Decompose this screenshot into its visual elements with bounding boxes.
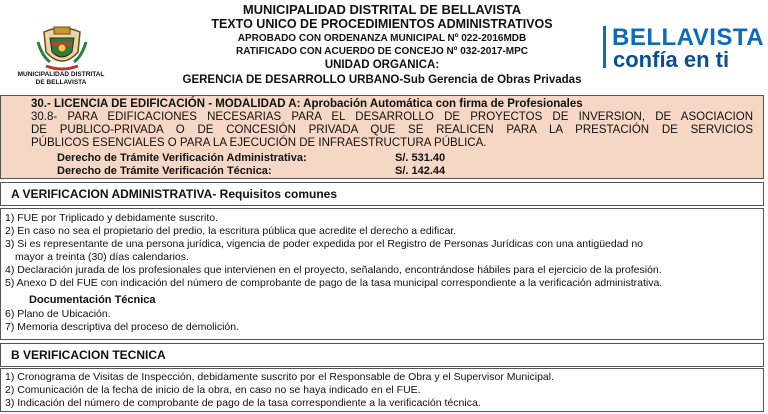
procedure-description: 30.8- PARA EDIFICACIONES NECESARIAS PARA EL DESARROLLO DE PROYECTOS DE INVERSION, DE ASOCIACION DE PUBLICO-PRIVADA O DE CONCESIÓN PRIVADA QUE SE REALICEN PARA LA PRESTACIÓN DE SERVICIOS PÚBLICOS ESENCIALES O PARA LA EJECUCIÓN DE INFRAESTRUCTURA PÚBLICA. — [31, 111, 753, 149]
list-item: 2) En caso no sea el propietario del predio, la escritura pública que acredite el derecho a edificar. — [5, 225, 457, 237]
section-a-requirements — [0, 208, 764, 340]
technical-docs-subheading: Documentación Técnica — [29, 294, 156, 306]
list-item: 6) Plano de Ubicación. — [5, 308, 111, 320]
section-a-header: A VERIFICACION ADMINISTRATIVA- Requisitos comunes — [0, 182, 764, 206]
unit-label: UNIDAD ORGANICA: — [324, 59, 440, 71]
document-title: TEXTO UNICO DE PROCEDIMIENTOS ADMINISTRATIVOS — [211, 17, 553, 31]
list-item: 1) Cronograma de Visitas de Inspección, debidamente suscrito por el Responsable de Obra y el Supervisor Municipal. — [5, 371, 555, 383]
list-item: 3) Indicación del número de comprobante de pago de la tasa correspondiente a la verificación técnica. — [5, 397, 481, 409]
list-item: 2) Comunicación de la fecha de inicio de la obra, en caso no se haya indicado en el FUE. — [5, 384, 421, 396]
list-item: 4) Declaración jurada de los profesionales que intervienen en el proyecto, señalando, encontrándose hábiles para el ejercicio de la profesión. — [5, 264, 662, 276]
list-item: 1) FUE por Triplicado y debidamente suscrito. — [5, 212, 219, 224]
procedure-title: 30.- LICENCIA DE EDIFICACIÓN - MODALIDAD A: Aprobación Automática con firma de Profesionales — [31, 98, 583, 110]
section-b-requirements — [0, 368, 764, 412]
fee-tech-label: Derecho de Trámite Verificación Técnica: — [57, 165, 272, 177]
municipality-name: MUNICIPALIDAD DISTRITAL DE BELLAVISTA — [242, 2, 522, 17]
procedure-box — [0, 95, 764, 179]
list-item: mayor a treinta (30) días calendarios. — [15, 251, 189, 263]
ratification-line: RATIFICADO CON ACUERDO DE CONCEJO Nº 032-2017-MPC — [235, 46, 529, 57]
fee-tech-amount: S/. 142.44 — [395, 165, 446, 177]
crest-label: MUNICIPALIDAD DISTRITAL DE BELLAVISTA — [17, 71, 105, 86]
bellavista-logo: BELLAVISTA confía en ti — [603, 24, 761, 72]
section-b-header: B VERIFICACION TECNICA — [0, 343, 764, 367]
municipal-crest-icon — [36, 22, 88, 74]
fee-admin-label: Derecho de Trámite Verificación Administrativa: — [57, 152, 307, 164]
approval-line: APROBADO CON ORDENANZA MUNICIPAL Nº 022-2016MDB — [237, 33, 527, 44]
unit-name: GERENCIA DE DESARROLLO URBANO-Sub Gerencia de Obras Privadas — [182, 74, 582, 86]
list-item: 3) Si es representante de una persona jurídica, vigencia de poder expedida por el Registro de Personas Jurídicas con una antigüedad no — [5, 238, 643, 250]
fee-admin-amount: S/. 531.40 — [395, 152, 446, 164]
document-header — [0, 0, 768, 92]
list-item: 7) Memoria descriptiva del proceso de demolición. — [5, 321, 240, 333]
list-item: 5) Anexo D del FUE con indicación del número de comprobante de pago de la tasa municipal correspondiente a la verificación administrativa. — [5, 277, 663, 289]
